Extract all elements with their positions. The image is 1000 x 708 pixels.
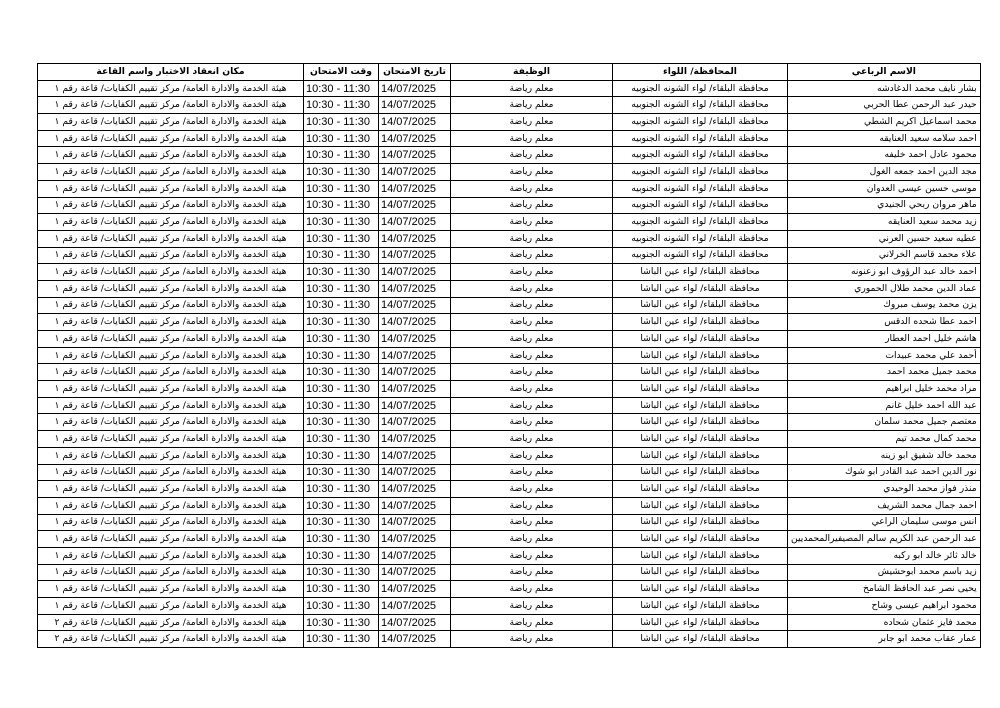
cell-time: 10:30 - 11:30 bbox=[304, 381, 379, 398]
cell-job: معلم رياضة bbox=[451, 614, 613, 631]
cell-time: 10:30 - 11:30 bbox=[304, 598, 379, 615]
cell-location: هيئة الخدمة والادارة العامة/ مركز تقييم الكفايات/ قاعة رقم ١ bbox=[38, 514, 304, 531]
cell-governorate: محافظة البلقاء/ لواء عين الباشا bbox=[613, 264, 788, 281]
header-name: الاسم الرباعي bbox=[788, 64, 981, 81]
cell-time: 10:30 - 11:30 bbox=[304, 531, 379, 548]
cell-job: معلم رياضة bbox=[451, 247, 613, 264]
cell-time: 10:30 - 11:30 bbox=[304, 614, 379, 631]
cell-time: 10:30 - 11:30 bbox=[304, 147, 379, 164]
table-row bbox=[38, 514, 981, 531]
exam-schedule-table bbox=[37, 63, 981, 648]
cell-governorate: محافظة البلقاء/ لواء عين الباشا bbox=[613, 331, 788, 348]
table-row bbox=[38, 547, 981, 564]
cell-governorate: محافظة البلقاء/ لواء عين الباشا bbox=[613, 581, 788, 598]
cell-location: هيئة الخدمة والادارة العامة/ مركز تقييم الكفايات/ قاعة رقم ٢ bbox=[38, 614, 304, 631]
cell-location: هيئة الخدمة والادارة العامة/ مركز تقييم الكفايات/ قاعة رقم ١ bbox=[38, 147, 304, 164]
cell-location: هيئة الخدمة والادارة العامة/ مركز تقييم الكفايات/ قاعة رقم ١ bbox=[38, 397, 304, 414]
cell-location: هيئة الخدمة والادارة العامة/ مركز تقييم الكفايات/ قاعة رقم ١ bbox=[38, 531, 304, 548]
cell-governorate: محافظة البلقاء/ لواء الشونه الجنوبيه bbox=[613, 114, 788, 131]
cell-location: هيئة الخدمة والادارة العامة/ مركز تقييم الكفايات/ قاعة رقم ١ bbox=[38, 414, 304, 431]
cell-date: 14/07/2025 bbox=[379, 280, 451, 297]
cell-governorate: محافظة البلقاء/ لواء عين الباشا bbox=[613, 614, 788, 631]
cell-date: 14/07/2025 bbox=[379, 247, 451, 264]
cell-date: 14/07/2025 bbox=[379, 514, 451, 531]
cell-location: هيئة الخدمة والادارة العامة/ مركز تقييم الكفايات/ قاعة رقم ١ bbox=[38, 431, 304, 448]
cell-governorate: محافظة البلقاء/ لواء عين الباشا bbox=[613, 631, 788, 648]
cell-date: 14/07/2025 bbox=[379, 564, 451, 581]
cell-date: 14/07/2025 bbox=[379, 230, 451, 247]
cell-job: معلم رياضة bbox=[451, 264, 613, 281]
cell-date: 14/07/2025 bbox=[379, 414, 451, 431]
cell-name: محمد كمال محمد تيم bbox=[788, 431, 981, 448]
cell-governorate: محافظة البلقاء/ لواء عين الباشا bbox=[613, 547, 788, 564]
cell-time: 10:30 - 11:30 bbox=[304, 297, 379, 314]
cell-name: عبد الله احمد خليل غانم bbox=[788, 397, 981, 414]
cell-name: محمد خالد شفيق ابو زينه bbox=[788, 447, 981, 464]
table-row bbox=[38, 414, 981, 431]
cell-name: مجد الدين احمد جمعه الغول bbox=[788, 164, 981, 181]
cell-time: 10:30 - 11:30 bbox=[304, 80, 379, 97]
cell-date: 14/07/2025 bbox=[379, 80, 451, 97]
cell-governorate: محافظة البلقاء/ لواء الشونه الجنوبيه bbox=[613, 147, 788, 164]
cell-time: 10:30 - 11:30 bbox=[304, 230, 379, 247]
cell-name: عبد الرحمن عبد الكريم سالم المصيفيرالمحمديين bbox=[788, 531, 981, 548]
cell-date: 14/07/2025 bbox=[379, 314, 451, 331]
table-row bbox=[38, 280, 981, 297]
cell-name: محمد فايز عثمان شحاده bbox=[788, 614, 981, 631]
cell-job: معلم رياضة bbox=[451, 481, 613, 498]
cell-governorate: محافظة البلقاء/ لواء عين الباشا bbox=[613, 514, 788, 531]
cell-governorate: محافظة البلقاء/ لواء عين الباشا bbox=[613, 397, 788, 414]
table-row bbox=[38, 147, 981, 164]
cell-name: احمد جمال محمد الشريف bbox=[788, 497, 981, 514]
cell-time: 10:30 - 11:30 bbox=[304, 547, 379, 564]
table-row bbox=[38, 314, 981, 331]
cell-name: انس موسى سليمان الراعي bbox=[788, 514, 981, 531]
cell-job: معلم رياضة bbox=[451, 531, 613, 548]
cell-location: هيئة الخدمة والادارة العامة/ مركز تقييم الكفايات/ قاعة رقم ١ bbox=[38, 347, 304, 364]
cell-job: معلم رياضة bbox=[451, 164, 613, 181]
cell-governorate: محافظة البلقاء/ لواء عين الباشا bbox=[613, 564, 788, 581]
cell-date: 14/07/2025 bbox=[379, 197, 451, 214]
cell-time: 10:30 - 11:30 bbox=[304, 331, 379, 348]
cell-location: هيئة الخدمة والادارة العامة/ مركز تقييم الكفايات/ قاعة رقم ١ bbox=[38, 314, 304, 331]
cell-job: معلم رياضة bbox=[451, 230, 613, 247]
cell-time: 10:30 - 11:30 bbox=[304, 214, 379, 231]
cell-date: 14/07/2025 bbox=[379, 180, 451, 197]
cell-time: 10:30 - 11:30 bbox=[304, 447, 379, 464]
cell-date: 14/07/2025 bbox=[379, 297, 451, 314]
cell-governorate: محافظة البلقاء/ لواء عين الباشا bbox=[613, 381, 788, 398]
table-row bbox=[38, 180, 981, 197]
cell-time: 10:30 - 11:30 bbox=[304, 197, 379, 214]
cell-name: يزن محمد يوسف مبروك bbox=[788, 297, 981, 314]
table-row bbox=[38, 264, 981, 281]
cell-job: معلم رياضة bbox=[451, 547, 613, 564]
cell-job: معلم رياضة bbox=[451, 598, 613, 615]
cell-date: 14/07/2025 bbox=[379, 481, 451, 498]
cell-time: 10:30 - 11:30 bbox=[304, 414, 379, 431]
cell-job: معلم رياضة bbox=[451, 297, 613, 314]
cell-governorate: محافظة البلقاء/ لواء عين الباشا bbox=[613, 598, 788, 615]
cell-time: 10:30 - 11:30 bbox=[304, 581, 379, 598]
cell-job: معلم رياضة bbox=[451, 347, 613, 364]
cell-governorate: محافظة البلقاء/ لواء الشونه الجنوبيه bbox=[613, 180, 788, 197]
table-row bbox=[38, 364, 981, 381]
cell-governorate: محافظة البلقاء/ لواء عين الباشا bbox=[613, 431, 788, 448]
cell-job: معلم رياضة bbox=[451, 431, 613, 448]
cell-name: محمود عادل احمد خليفه bbox=[788, 147, 981, 164]
cell-location: هيئة الخدمة والادارة العامة/ مركز تقييم الكفايات/ قاعة رقم ١ bbox=[38, 230, 304, 247]
header-time: وقت الامتحان bbox=[304, 64, 379, 81]
cell-location: هيئة الخدمة والادارة العامة/ مركز تقييم الكفايات/ قاعة رقم ١ bbox=[38, 481, 304, 498]
header-location: مكان انعقاد الاختبار واسم القاعة bbox=[38, 64, 304, 81]
cell-job: معلم رياضة bbox=[451, 314, 613, 331]
cell-job: معلم رياضة bbox=[451, 280, 613, 297]
table-row bbox=[38, 598, 981, 615]
cell-name: محمد جميل محمد احمد bbox=[788, 364, 981, 381]
cell-time: 10:30 - 11:30 bbox=[304, 464, 379, 481]
cell-governorate: محافظة البلقاء/ لواء الشونه الجنوبيه bbox=[613, 97, 788, 114]
cell-job: معلم رياضة bbox=[451, 464, 613, 481]
cell-name: عطيه سعيد حسين العرني bbox=[788, 230, 981, 247]
header-date: تاريخ الامتحان bbox=[379, 64, 451, 81]
cell-date: 14/07/2025 bbox=[379, 497, 451, 514]
cell-location: هيئة الخدمة والادارة العامة/ مركز تقييم الكفايات/ قاعة رقم ١ bbox=[38, 214, 304, 231]
cell-job: معلم رياضة bbox=[451, 197, 613, 214]
cell-location: هيئة الخدمة والادارة العامة/ مركز تقييم الكفايات/ قاعة رقم ١ bbox=[38, 497, 304, 514]
cell-location: هيئة الخدمة والادارة العامة/ مركز تقييم الكفايات/ قاعة رقم ١ bbox=[38, 581, 304, 598]
cell-job: معلم رياضة bbox=[451, 180, 613, 197]
table-row bbox=[38, 130, 981, 147]
cell-governorate: محافظة البلقاء/ لواء عين الباشا bbox=[613, 497, 788, 514]
cell-governorate: محافظة البلقاء/ لواء الشونه الجنوبيه bbox=[613, 230, 788, 247]
table-row bbox=[38, 297, 981, 314]
table-row bbox=[38, 631, 981, 648]
header-job: الوظيفة bbox=[451, 64, 613, 81]
cell-date: 14/07/2025 bbox=[379, 631, 451, 648]
cell-name: زيد باسم محمد ابوحشيش bbox=[788, 564, 981, 581]
cell-name: احمد سلامه سعيد العنايقه bbox=[788, 130, 981, 147]
cell-date: 14/07/2025 bbox=[379, 164, 451, 181]
cell-time: 10:30 - 11:30 bbox=[304, 114, 379, 131]
table-row bbox=[38, 214, 981, 231]
cell-job: معلم رياضة bbox=[451, 564, 613, 581]
cell-job: معلم رياضة bbox=[451, 414, 613, 431]
cell-time: 10:30 - 11:30 bbox=[304, 314, 379, 331]
table-row bbox=[38, 80, 981, 97]
table-row bbox=[38, 614, 981, 631]
cell-date: 14/07/2025 bbox=[379, 130, 451, 147]
cell-job: معلم رياضة bbox=[451, 497, 613, 514]
cell-location: هيئة الخدمة والادارة العامة/ مركز تقييم الكفايات/ قاعة رقم ١ bbox=[38, 280, 304, 297]
cell-job: معلم رياضة bbox=[451, 214, 613, 231]
cell-name: خالد ثائر خالد ابو ركبه bbox=[788, 547, 981, 564]
table-row bbox=[38, 247, 981, 264]
table-row bbox=[38, 347, 981, 364]
cell-location: هيئة الخدمة والادارة العامة/ مركز تقييم الكفايات/ قاعة رقم ١ bbox=[38, 80, 304, 97]
cell-governorate: محافظة البلقاء/ لواء الشونه الجنوبيه bbox=[613, 247, 788, 264]
cell-location: هيئة الخدمة والادارة العامة/ مركز تقييم الكفايات/ قاعة رقم ١ bbox=[38, 247, 304, 264]
cell-date: 14/07/2025 bbox=[379, 331, 451, 348]
cell-name: محمد اسماعيل اكريم الشطي bbox=[788, 114, 981, 131]
cell-date: 14/07/2025 bbox=[379, 547, 451, 564]
table-row bbox=[38, 230, 981, 247]
cell-name: مراد محمد خليل ابراهيم bbox=[788, 381, 981, 398]
cell-name: معتصم جميل محمد سلمان bbox=[788, 414, 981, 431]
cell-name: زيد محمد سعيد العنايقه bbox=[788, 214, 981, 231]
cell-time: 10:30 - 11:30 bbox=[304, 497, 379, 514]
table-row bbox=[38, 381, 981, 398]
cell-governorate: محافظة البلقاء/ لواء الشونه الجنوبيه bbox=[613, 130, 788, 147]
cell-governorate: محافظة البلقاء/ لواء الشونه الجنوبيه bbox=[613, 80, 788, 97]
header-row bbox=[38, 64, 981, 81]
cell-name: بشار نايف محمد الدغادشه bbox=[788, 80, 981, 97]
cell-name: حيدر عبد الرحمن عطا الحربي bbox=[788, 97, 981, 114]
cell-date: 14/07/2025 bbox=[379, 464, 451, 481]
cell-time: 10:30 - 11:30 bbox=[304, 164, 379, 181]
cell-time: 10:30 - 11:30 bbox=[304, 180, 379, 197]
cell-job: معلم رياضة bbox=[451, 80, 613, 97]
cell-location: هيئة الخدمة والادارة العامة/ مركز تقييم الكفايات/ قاعة رقم ١ bbox=[38, 130, 304, 147]
cell-time: 10:30 - 11:30 bbox=[304, 130, 379, 147]
cell-date: 14/07/2025 bbox=[379, 598, 451, 615]
cell-job: معلم رياضة bbox=[451, 364, 613, 381]
cell-time: 10:30 - 11:30 bbox=[304, 247, 379, 264]
cell-date: 14/07/2025 bbox=[379, 214, 451, 231]
cell-name: ماهر مروان ربحي الجنيدي bbox=[788, 197, 981, 214]
table-row bbox=[38, 197, 981, 214]
cell-time: 10:30 - 11:30 bbox=[304, 97, 379, 114]
cell-location: هيئة الخدمة والادارة العامة/ مركز تقييم الكفايات/ قاعة رقم ١ bbox=[38, 447, 304, 464]
cell-date: 14/07/2025 bbox=[379, 614, 451, 631]
cell-location: هيئة الخدمة والادارة العامة/ مركز تقييم الكفايات/ قاعة رقم ١ bbox=[38, 297, 304, 314]
cell-name: هاشم خليل احمد العطار bbox=[788, 331, 981, 348]
cell-name: منذر فواز محمد الوحيدي bbox=[788, 481, 981, 498]
cell-name: أحمد علي محمد عبيدات bbox=[788, 347, 981, 364]
cell-time: 10:30 - 11:30 bbox=[304, 364, 379, 381]
cell-name: نور الدين احمد عبد القادر ابو شوك bbox=[788, 464, 981, 481]
cell-date: 14/07/2025 bbox=[379, 431, 451, 448]
cell-location: هيئة الخدمة والادارة العامة/ مركز تقييم الكفايات/ قاعة رقم ١ bbox=[38, 464, 304, 481]
table-row bbox=[38, 397, 981, 414]
cell-job: معلم رياضة bbox=[451, 514, 613, 531]
table-row bbox=[38, 447, 981, 464]
cell-job: معلم رياضة bbox=[451, 631, 613, 648]
table-row bbox=[38, 431, 981, 448]
table-row bbox=[38, 497, 981, 514]
cell-date: 14/07/2025 bbox=[379, 97, 451, 114]
cell-governorate: محافظة البلقاء/ لواء عين الباشا bbox=[613, 314, 788, 331]
cell-location: هيئة الخدمة والادارة العامة/ مركز تقييم الكفايات/ قاعة رقم ١ bbox=[38, 180, 304, 197]
cell-name: عماد الدين محمد طلال الحموري bbox=[788, 280, 981, 297]
cell-governorate: محافظة البلقاء/ لواء الشونه الجنوبيه bbox=[613, 214, 788, 231]
table-row bbox=[38, 564, 981, 581]
cell-name: احمد خالد عبد الرؤوف ابو زعنونه bbox=[788, 264, 981, 281]
cell-time: 10:30 - 11:30 bbox=[304, 514, 379, 531]
cell-governorate: محافظة البلقاء/ لواء عين الباشا bbox=[613, 481, 788, 498]
cell-governorate: محافظة البلقاء/ لواء عين الباشا bbox=[613, 531, 788, 548]
table-row bbox=[38, 531, 981, 548]
cell-job: معلم رياضة bbox=[451, 397, 613, 414]
cell-date: 14/07/2025 bbox=[379, 264, 451, 281]
cell-date: 14/07/2025 bbox=[379, 531, 451, 548]
cell-name: احمد عطا شحده الدقس bbox=[788, 314, 981, 331]
cell-job: معلم رياضة bbox=[451, 381, 613, 398]
cell-governorate: محافظة البلقاء/ لواء الشونه الجنوبيه bbox=[613, 197, 788, 214]
cell-location: هيئة الخدمة والادارة العامة/ مركز تقييم الكفايات/ قاعة رقم ١ bbox=[38, 114, 304, 131]
cell-time: 10:30 - 11:30 bbox=[304, 264, 379, 281]
cell-date: 14/07/2025 bbox=[379, 397, 451, 414]
cell-location: هيئة الخدمة والادارة العامة/ مركز تقييم الكفايات/ قاعة رقم ١ bbox=[38, 564, 304, 581]
cell-date: 14/07/2025 bbox=[379, 347, 451, 364]
cell-time: 10:30 - 11:30 bbox=[304, 280, 379, 297]
cell-location: هيئة الخدمة والادارة العامة/ مركز تقييم الكفايات/ قاعة رقم ١ bbox=[38, 164, 304, 181]
cell-location: هيئة الخدمة والادارة العامة/ مركز تقييم الكفايات/ قاعة رقم ١ bbox=[38, 264, 304, 281]
cell-governorate: محافظة البلقاء/ لواء عين الباشا bbox=[613, 347, 788, 364]
cell-job: معلم رياضة bbox=[451, 147, 613, 164]
cell-location: هيئة الخدمة والادارة العامة/ مركز تقييم الكفايات/ قاعة رقم ٢ bbox=[38, 631, 304, 648]
cell-location: هيئة الخدمة والادارة العامة/ مركز تقييم الكفايات/ قاعة رقم ١ bbox=[38, 97, 304, 114]
cell-name: محمود ابراهيم عيسى وشاح bbox=[788, 598, 981, 615]
table-row bbox=[38, 114, 981, 131]
cell-job: معلم رياضة bbox=[451, 447, 613, 464]
table-body bbox=[38, 80, 981, 647]
cell-governorate: محافظة البلقاء/ لواء عين الباشا bbox=[613, 280, 788, 297]
cell-name: علاء محمد قاسم الخرلاني bbox=[788, 247, 981, 264]
cell-location: هيئة الخدمة والادارة العامة/ مركز تقييم الكفايات/ قاعة رقم ١ bbox=[38, 547, 304, 564]
cell-job: معلم رياضة bbox=[451, 331, 613, 348]
cell-job: معلم رياضة bbox=[451, 114, 613, 131]
cell-governorate: محافظة البلقاء/ لواء الشونه الجنوبيه bbox=[613, 164, 788, 181]
cell-date: 14/07/2025 bbox=[379, 364, 451, 381]
cell-job: معلم رياضة bbox=[451, 130, 613, 147]
cell-date: 14/07/2025 bbox=[379, 147, 451, 164]
cell-location: هيئة الخدمة والادارة العامة/ مركز تقييم الكفايات/ قاعة رقم ١ bbox=[38, 331, 304, 348]
header-governorate: المحافظة/ اللواء bbox=[613, 64, 788, 81]
cell-date: 14/07/2025 bbox=[379, 581, 451, 598]
cell-time: 10:30 - 11:30 bbox=[304, 631, 379, 648]
table-row bbox=[38, 164, 981, 181]
table-row bbox=[38, 481, 981, 498]
cell-location: هيئة الخدمة والادارة العامة/ مركز تقييم الكفايات/ قاعة رقم ١ bbox=[38, 598, 304, 615]
cell-location: هيئة الخدمة والادارة العامة/ مركز تقييم الكفايات/ قاعة رقم ١ bbox=[38, 381, 304, 398]
cell-name: يحيى نصر عبد الحافظ الشامخ bbox=[788, 581, 981, 598]
table-row bbox=[38, 331, 981, 348]
cell-governorate: محافظة البلقاء/ لواء عين الباشا bbox=[613, 297, 788, 314]
cell-date: 14/07/2025 bbox=[379, 447, 451, 464]
cell-date: 14/07/2025 bbox=[379, 114, 451, 131]
cell-name: عمار عقاب محمد ابو جابر bbox=[788, 631, 981, 648]
cell-time: 10:30 - 11:30 bbox=[304, 564, 379, 581]
cell-date: 14/07/2025 bbox=[379, 381, 451, 398]
cell-location: هيئة الخدمة والادارة العامة/ مركز تقييم الكفايات/ قاعة رقم ١ bbox=[38, 197, 304, 214]
cell-name: موسى حسين عيسى العدوان bbox=[788, 180, 981, 197]
table-row bbox=[38, 97, 981, 114]
table-row bbox=[38, 581, 981, 598]
cell-time: 10:30 - 11:30 bbox=[304, 347, 379, 364]
cell-time: 10:30 - 11:30 bbox=[304, 431, 379, 448]
cell-time: 10:30 - 11:30 bbox=[304, 481, 379, 498]
cell-governorate: محافظة البلقاء/ لواء عين الباشا bbox=[613, 447, 788, 464]
cell-governorate: محافظة البلقاء/ لواء عين الباشا bbox=[613, 464, 788, 481]
cell-job: معلم رياضة bbox=[451, 97, 613, 114]
cell-job: معلم رياضة bbox=[451, 581, 613, 598]
cell-location: هيئة الخدمة والادارة العامة/ مركز تقييم الكفايات/ قاعة رقم ١ bbox=[38, 364, 304, 381]
cell-time: 10:30 - 11:30 bbox=[304, 397, 379, 414]
cell-governorate: محافظة البلقاء/ لواء عين الباشا bbox=[613, 364, 788, 381]
cell-governorate: محافظة البلقاء/ لواء عين الباشا bbox=[613, 414, 788, 431]
table-row bbox=[38, 464, 981, 481]
